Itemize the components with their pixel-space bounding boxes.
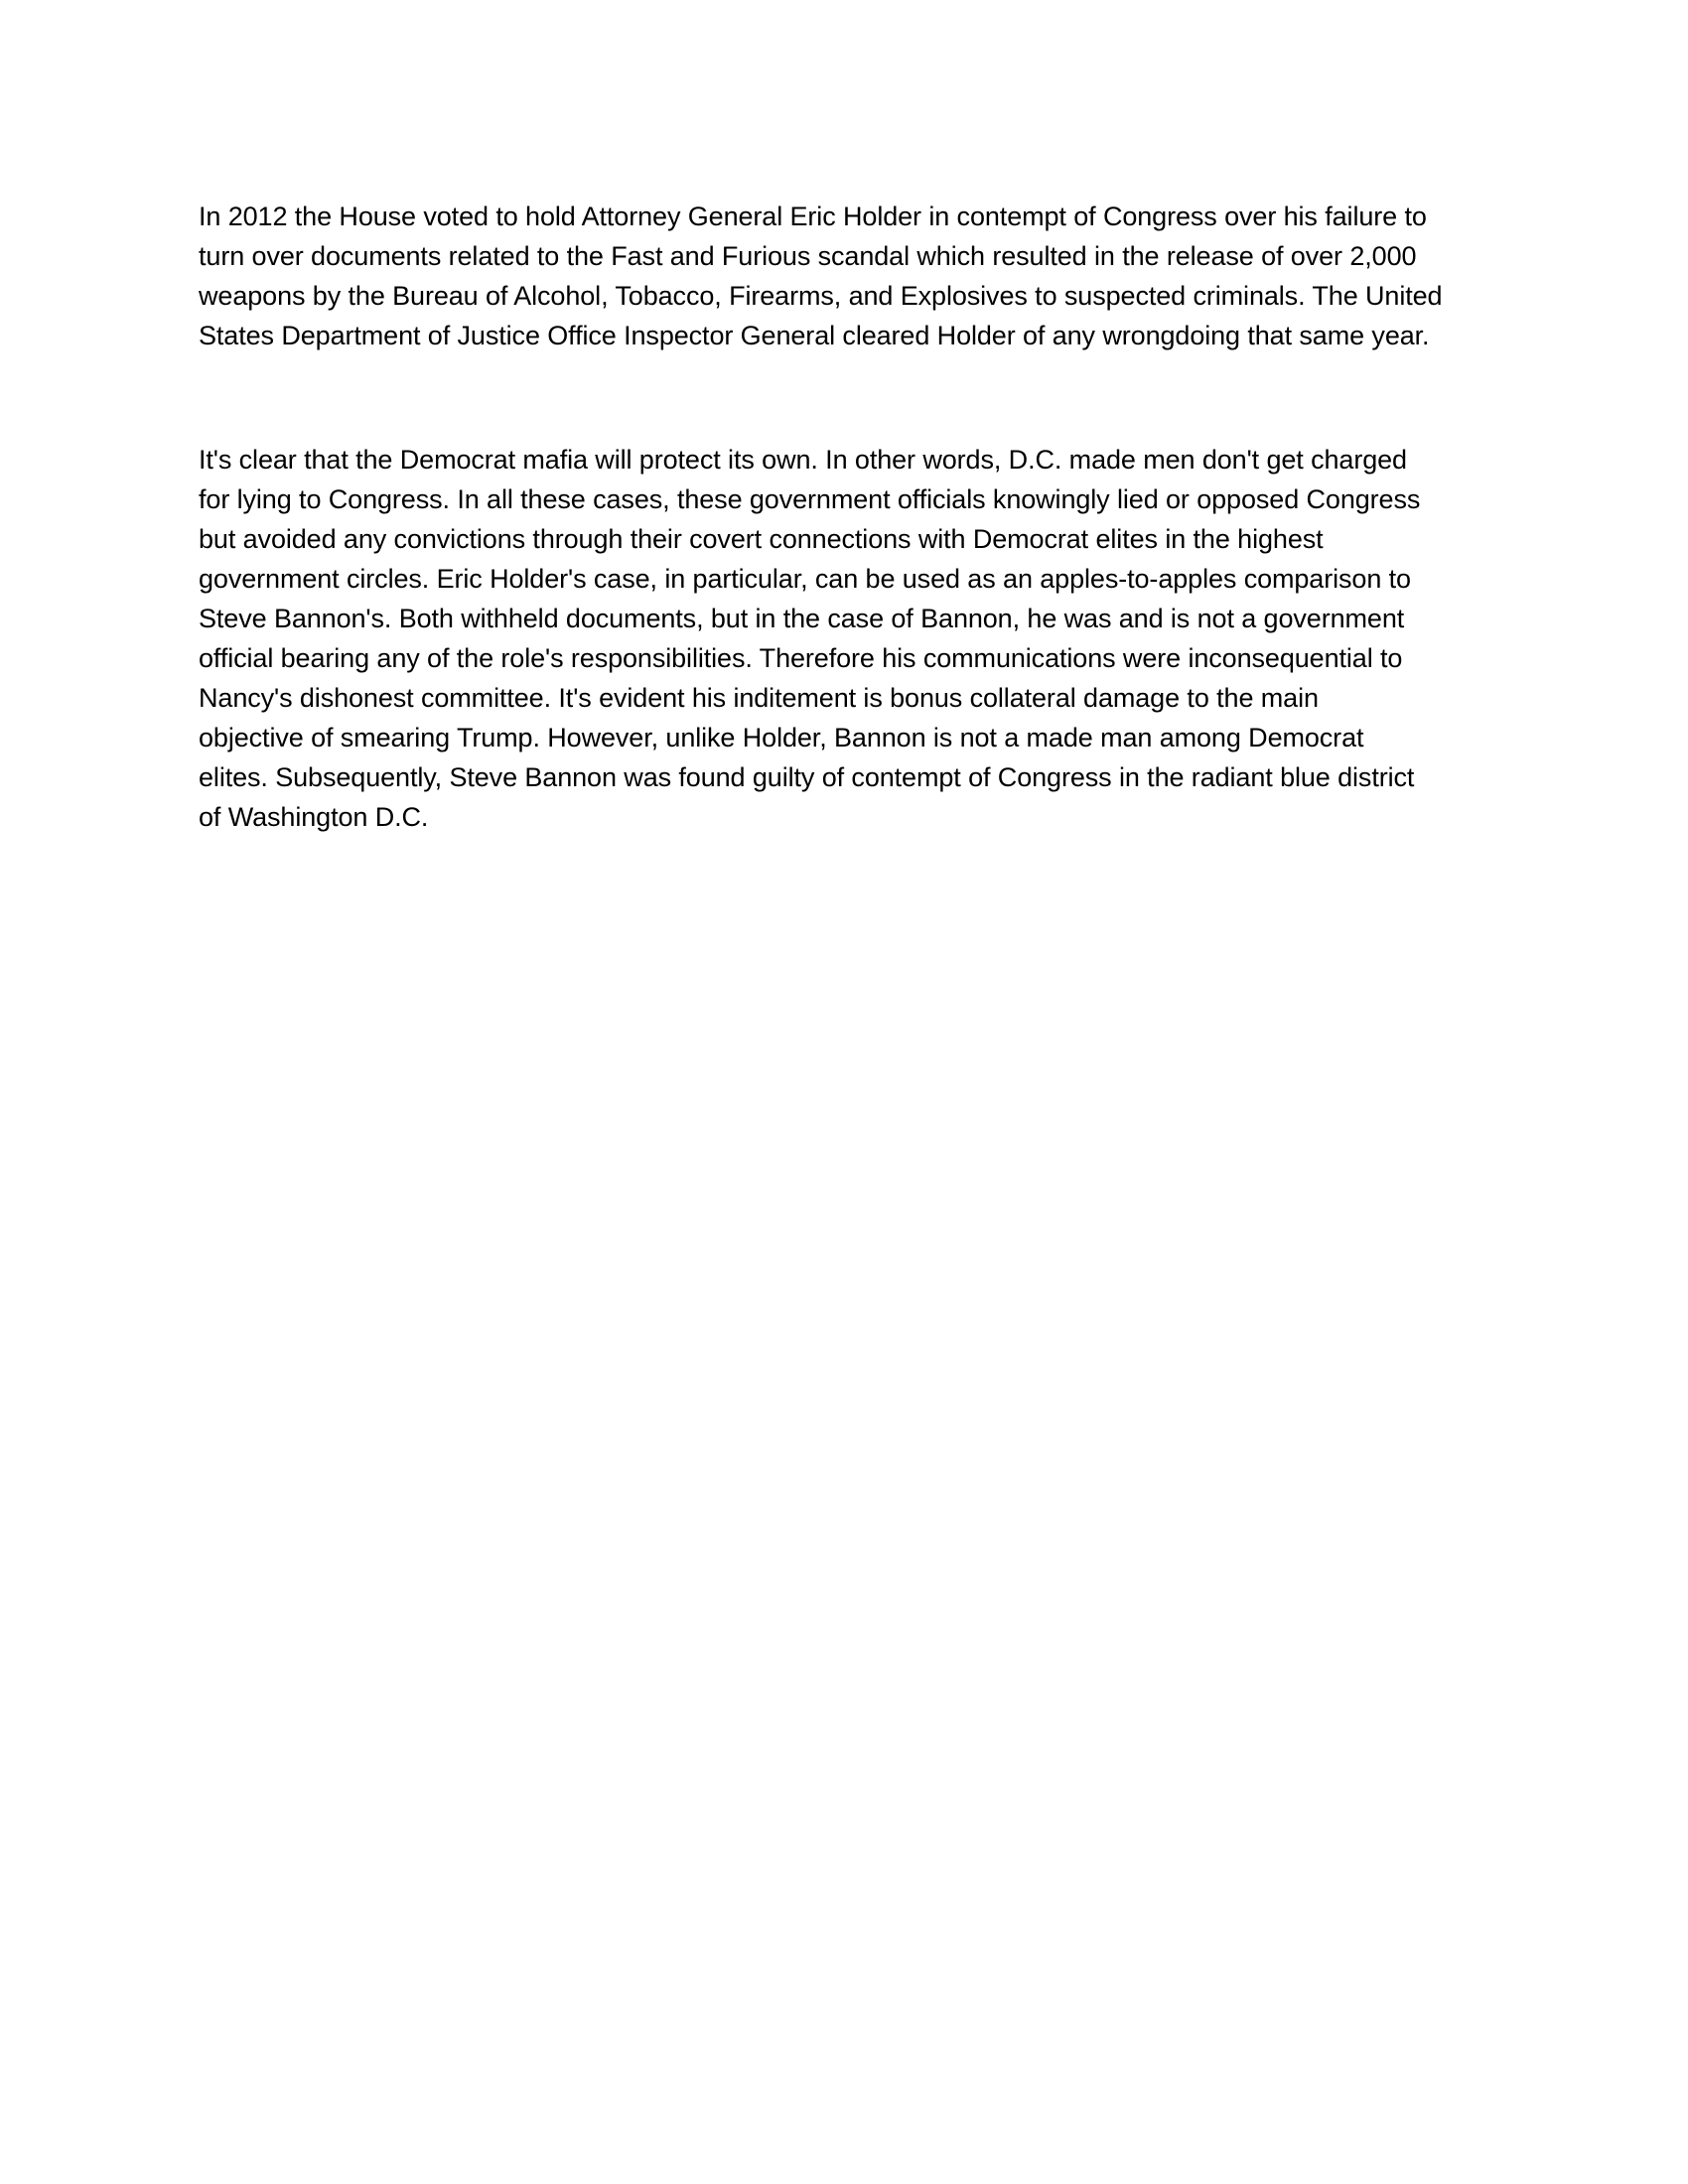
- paragraph-line: In 2012 the House voted to hold Attorney General Eric Holder in contempt of Congress over his failure to: [199, 202, 1427, 231]
- paragraph-line: turn over documents related to the Fast and Furious scandal which resulted in the release of over 2,000: [199, 241, 1417, 271]
- paragraph-1: [199, 197, 1489, 355]
- paragraph-line: of Washington D.C.: [199, 802, 429, 832]
- paragraph-line: weapons by the Bureau of Alcohol, Tobacco, Firearms, and Explosives to suspected criminals. The United: [199, 281, 1443, 311]
- paragraph-line: for lying to Congress. In all these cases, these government officials knowingly lied or opposed Congress: [199, 484, 1421, 514]
- paragraph-line: official bearing any of the role's responsibilities. Therefore his communications were inconsequential to: [199, 643, 1403, 673]
- paragraph-line: objective of smearing Trump. However, unlike Holder, Bannon is not a made man among Democrat: [199, 723, 1364, 752]
- paragraph-line: It's clear that the Democrat mafia will protect its own. In other words, D.C. made men don't get charged: [199, 445, 1407, 475]
- paragraph-line: Steve Bannon's. Both withheld documents, but in the case of Bannon, he was and is not a government: [199, 604, 1405, 633]
- paragraph-2: [199, 440, 1489, 837]
- paragraph-line: government circles. Eric Holder's case, in particular, can be used as an apples-to-apples comparison to: [199, 564, 1411, 594]
- paragraph-line: but avoided any convictions through their covert connections with Democrat elites in the highest: [199, 524, 1324, 554]
- paragraph-line: Nancy's dishonest committee. It's evident his inditement is bonus collateral damage to the main: [199, 683, 1319, 713]
- paragraph-line: States Department of Justice Office Inspector General cleared Holder of any wrongdoing that same year.: [199, 321, 1430, 350]
- paragraph-line: elites. Subsequently, Steve Bannon was found guilty of contempt of Congress in the radiant blue district: [199, 762, 1415, 792]
